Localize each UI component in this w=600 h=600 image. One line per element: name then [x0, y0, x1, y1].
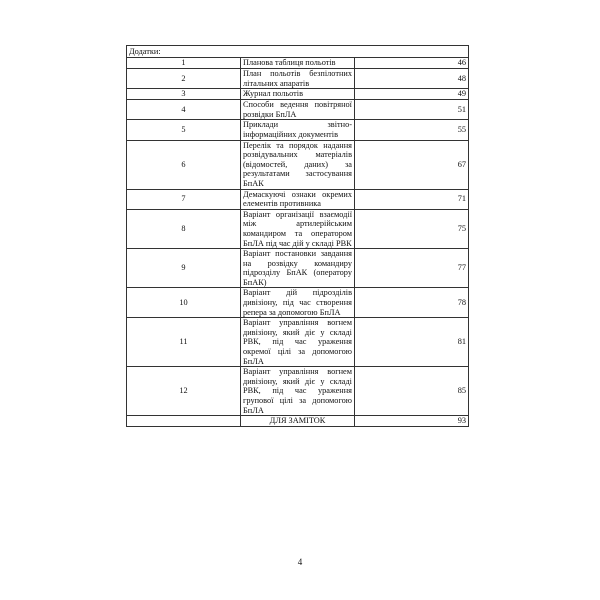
appendix-page: 48: [355, 69, 469, 89]
table-row: [127, 69, 469, 89]
notes-row: [127, 416, 469, 427]
appendix-number: 6: [127, 140, 241, 189]
appendix-page: 85: [355, 367, 469, 416]
appendix-number: 12: [127, 367, 241, 416]
appendix-page: 71: [355, 189, 469, 209]
table-row: [127, 189, 469, 209]
table-row: [127, 209, 469, 248]
table-row: [127, 89, 469, 100]
appendix-page: 46: [355, 58, 469, 69]
appendix-number: 10: [127, 288, 241, 318]
appendix-number: 2: [127, 69, 241, 89]
table-row: [127, 367, 469, 416]
appendix-number: 9: [127, 249, 241, 288]
appendix-number: 3: [127, 89, 241, 100]
notes-page: 93: [355, 416, 469, 427]
appendix-title: Планова таблиця польотів: [241, 58, 355, 69]
notes-title: ДЛЯ ЗАМІТОК: [241, 416, 355, 427]
appendix-title: Варіант управління вогнем дивізіону, який діє у складі РВК, під час ураження окремої цілі за допомогою БпЛА: [241, 318, 355, 367]
table-row: [127, 288, 469, 318]
appendix-number: 7: [127, 189, 241, 209]
appendix-number: 4: [127, 100, 241, 120]
appendix-number: 1: [127, 58, 241, 69]
appendix-title: Перелік та порядок надання розвідувальних матеріалів (відомостей, даних) за результатами застосування БпАК: [241, 140, 355, 189]
table-header-row: [127, 46, 469, 58]
table-row: [127, 249, 469, 288]
page-number: 4: [297, 557, 303, 567]
appendix-title: Варіант постановки завдання на розвідку командиру підрозділу БпАК (оператору БпАК): [241, 249, 355, 288]
appendix-number: 11: [127, 318, 241, 367]
appendix-title: План польотів безпілотних літальних апаратів: [241, 69, 355, 89]
appendix-title: Варіант організації взаємодії між артилерійським командиром та оператором БпЛА під час дій у складі РВК: [241, 209, 355, 248]
table-row: [127, 100, 469, 120]
appendix-number: 8: [127, 209, 241, 248]
appendix-page: 81: [355, 318, 469, 367]
table-row: [127, 318, 469, 367]
appendix-title: Способи ведення повітряної розвідки БпЛА: [241, 100, 355, 120]
appendix-page: 51: [355, 100, 469, 120]
table-row: [127, 58, 469, 69]
appendix-number: 5: [127, 120, 241, 140]
appendix-title: Демаскуючі ознаки окремих елементів противника: [241, 189, 355, 209]
notes-number-cell: [127, 416, 241, 427]
appendix-page: 77: [355, 249, 469, 288]
table-row: [127, 120, 469, 140]
appendix-page: 75: [355, 209, 469, 248]
appendices-header: Додатки:: [127, 46, 469, 58]
appendix-page: 49: [355, 89, 469, 100]
appendices-table: [126, 45, 469, 427]
appendix-page: 67: [355, 140, 469, 189]
table-row: [127, 140, 469, 189]
appendix-title: Журнал польотів: [241, 89, 355, 100]
appendix-page: 78: [355, 288, 469, 318]
appendix-title: Приклади звітно-інформаційних документів: [241, 120, 355, 140]
appendix-page: 55: [355, 120, 469, 140]
appendix-title: Варіант управління вогнем дивізіону, який діє у складі РВК, під час ураження групової цілі за допомогою БпЛА: [241, 367, 355, 416]
appendix-title: Варіант дій підрозділів дивізіону, під час створення репера за допомогою БпЛА: [241, 288, 355, 318]
